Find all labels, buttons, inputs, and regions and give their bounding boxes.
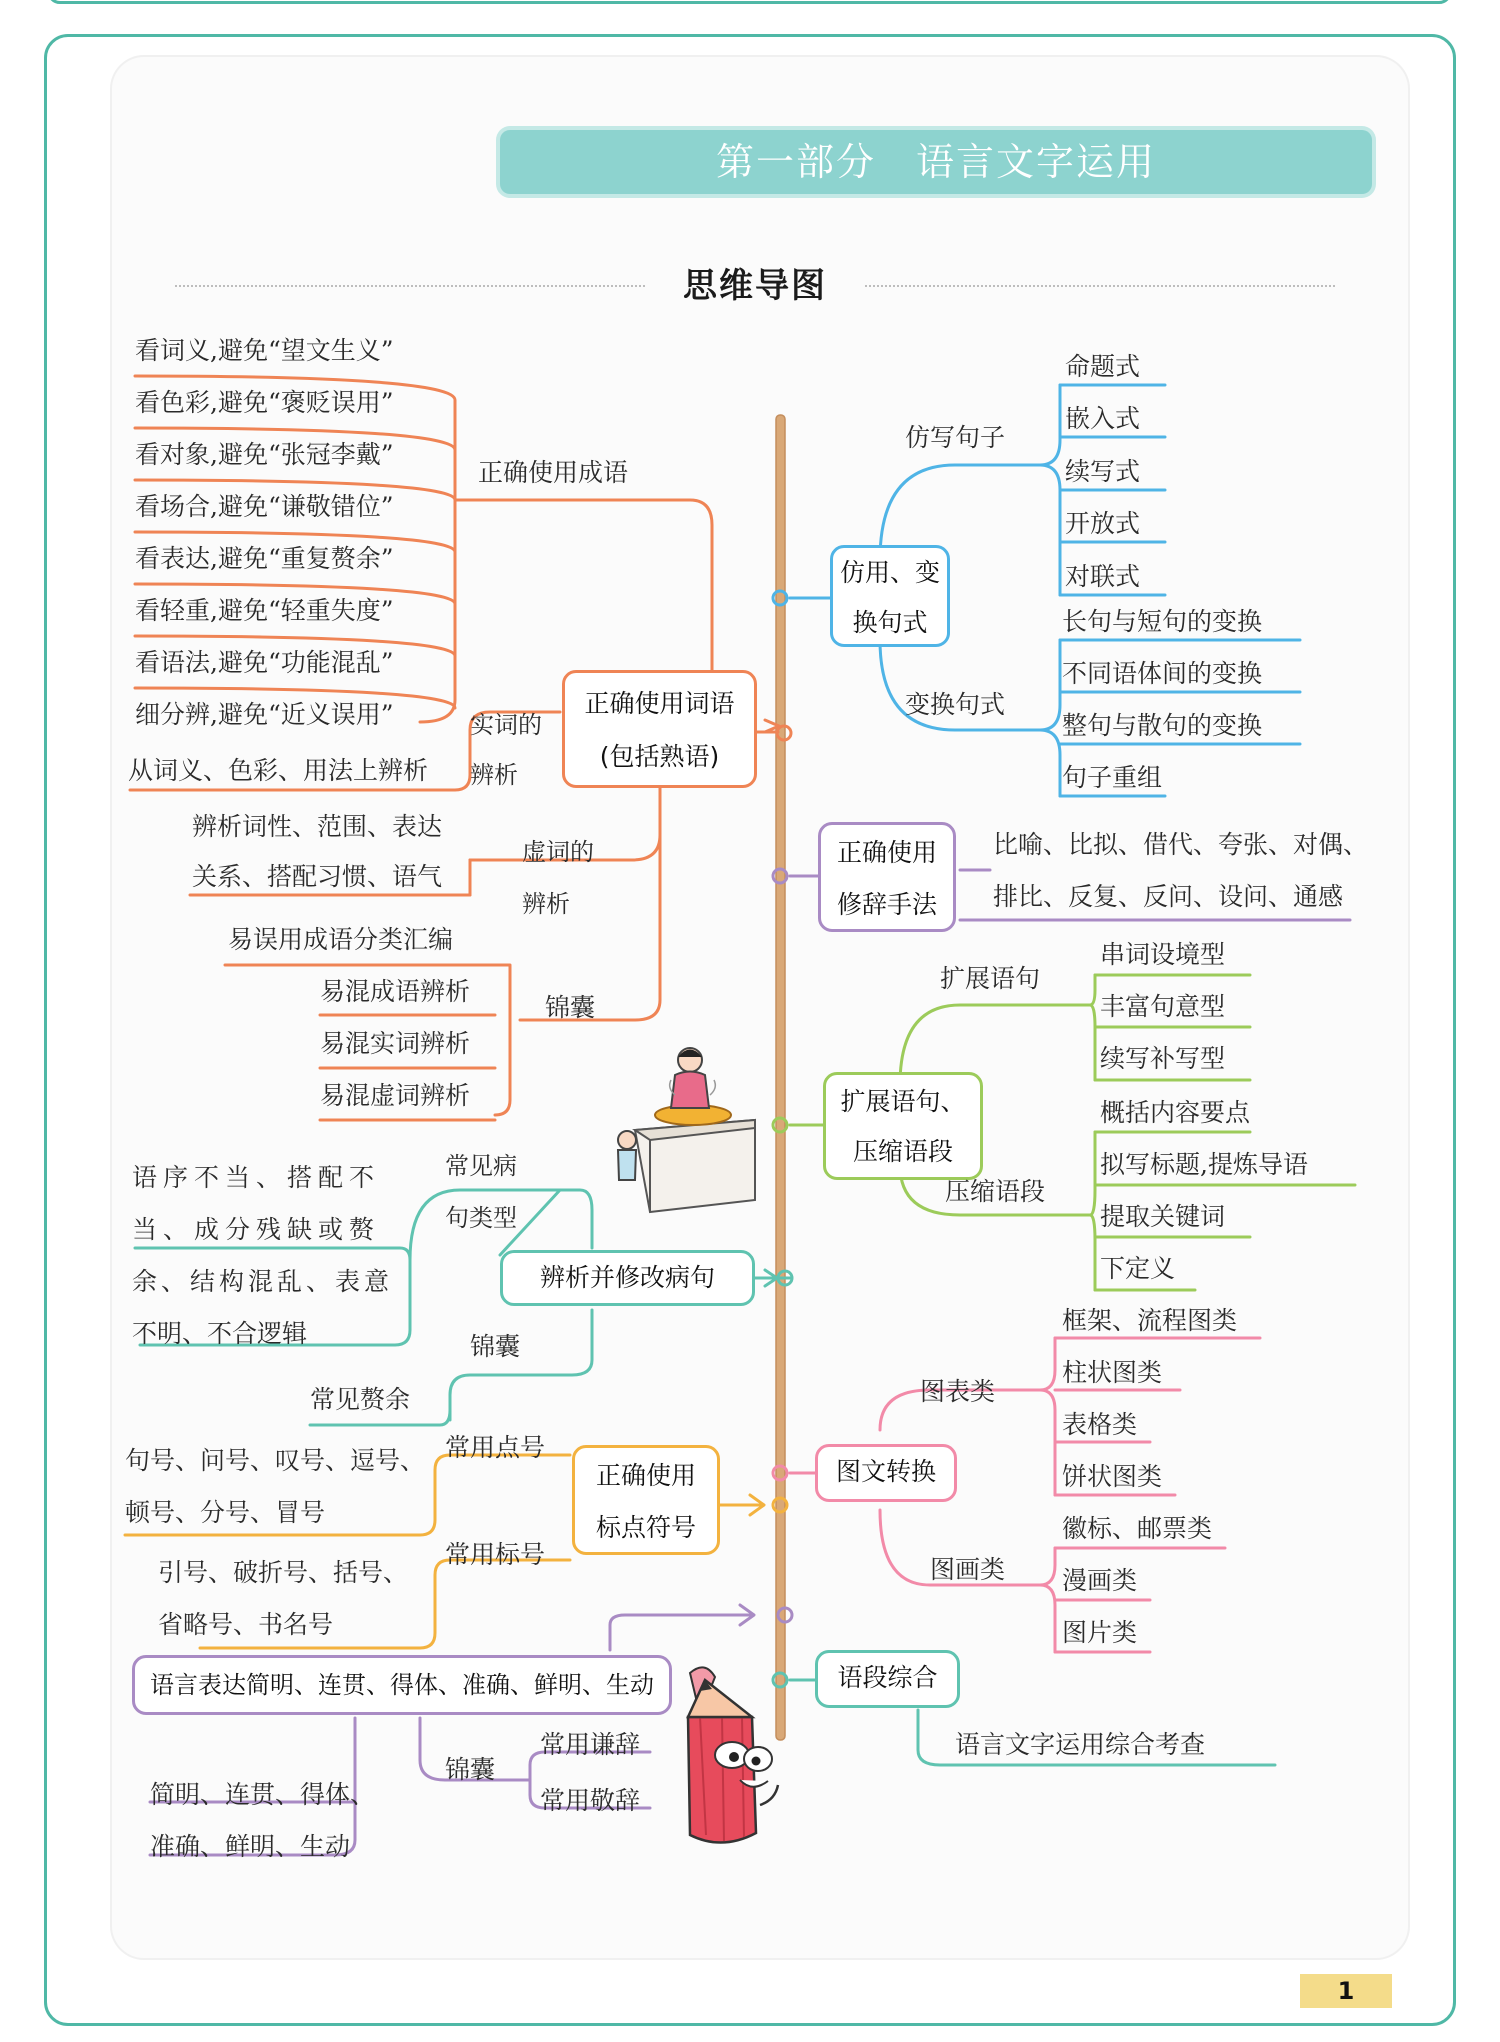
transform-item: 长句与短句的变换: [1062, 607, 1263, 636]
expression-box: 语言表达简明、连贯、得体、准确、鲜明、生动: [132, 1655, 672, 1715]
compress-label: 压缩语段: [945, 1177, 1046, 1206]
picture-type-label: 图画类: [930, 1555, 1006, 1584]
chart-type-label: 图表类: [920, 1377, 996, 1406]
chart-type-item: 表格类: [1062, 1410, 1138, 1439]
compress-item: 拟写标题,提炼导语: [1100, 1150, 1308, 1179]
idiom-item: 看色彩,避免“褒贬误用”: [135, 388, 394, 417]
transform-item: 不同语体间的变换: [1062, 659, 1263, 688]
expand-item: 丰富句意型: [1100, 992, 1226, 1021]
chart-type-item: 框架、流程图类: [1062, 1306, 1238, 1335]
tips-label: 锦囊: [545, 993, 596, 1022]
picture-type-item: 图片类: [1062, 1618, 1138, 1647]
function-word-label: 虚词的 辨析: [522, 838, 594, 918]
compress-item: 概括内容要点: [1100, 1098, 1251, 1127]
sick-tips-item: 常见赘余: [310, 1385, 411, 1414]
imitation-item: 对联式: [1065, 562, 1141, 591]
picture-type-item: 漫画类: [1062, 1566, 1138, 1595]
idiom-item: 看对象,避免“张冠李戴”: [135, 440, 394, 469]
tips-item: 易混成语辨析: [320, 977, 471, 1006]
imitation-label: 仿写句子: [905, 423, 1006, 452]
page-number: 1: [1300, 1974, 1392, 2008]
idiom-item: 看词义,避免“望文生义”: [135, 336, 394, 365]
tips-item: 易混实词辨析: [320, 1029, 471, 1058]
imitation-item: 续写式: [1065, 457, 1141, 486]
idiom-item: 看表达,避免“重复赘余”: [135, 544, 394, 573]
rhetoric-item: 比喻、比拟、借代、夸张、对偶、: [993, 830, 1369, 859]
idiom-item: 看场合,避免“谦敬错位”: [135, 492, 394, 521]
function-word-item: 辨析词性、范围、表达: [192, 812, 443, 841]
idiom-label: 正确使用成语: [478, 458, 629, 487]
tips-item: 易混虚词辨析: [320, 1081, 471, 1110]
sick-tips-label: 锦囊: [470, 1332, 521, 1361]
imitation-item: 命题式: [1065, 352, 1141, 381]
punct-item: 引号、破折号、括号、: [158, 1558, 409, 1587]
correct-word-use-box: 正确使用词语 (包括熟语): [562, 670, 757, 788]
tips-item: 易误用成语分类汇编: [228, 925, 454, 954]
expression-tips-label: 锦囊: [445, 1755, 496, 1784]
expression-item: 简明、连贯、得体、: [150, 1780, 376, 1809]
expand-item: 串词设境型: [1100, 940, 1226, 969]
sick-item: 语序不当、搭配不: [132, 1163, 381, 1192]
picture-type-item: 徽标、邮票类: [1062, 1514, 1213, 1543]
expression-tips-item: 常用敬辞: [540, 1786, 641, 1815]
sick-type-label: 常见病 句类型: [445, 1152, 517, 1232]
notional-word-label: 实词的 辨析: [470, 711, 542, 789]
transform-item: 句子重组: [1062, 763, 1163, 792]
section-title: 第一部分 语言文字运用: [500, 130, 1372, 194]
sick-sentence-box: 辨析并修改病句: [500, 1250, 755, 1306]
graphic-conversion-box: 图文转换: [815, 1444, 957, 1502]
idiom-item: 看语法,避免“功能混乱”: [135, 648, 394, 677]
imitation-item: 嵌入式: [1065, 404, 1141, 433]
punct-item: 省略号、书名号: [158, 1610, 334, 1639]
transform-label: 变换句式: [905, 690, 1006, 719]
expand-label: 扩展语句: [940, 964, 1041, 993]
compress-item: 提取关键词: [1100, 1202, 1226, 1231]
compress-item: 下定义: [1100, 1254, 1176, 1283]
punct-item: 顿号、分号、冒号: [125, 1498, 326, 1527]
idiom-item: 看轻重,避免“轻重失度”: [135, 596, 394, 625]
imitation-item: 开放式: [1065, 509, 1141, 538]
function-word-item: 关系、搭配习惯、语气: [192, 862, 443, 891]
transform-item: 整句与散句的变换: [1062, 711, 1263, 740]
idiom-item: 细分辨,避免“近义误用”: [135, 700, 394, 729]
sick-item: 余、结构混乱、表意: [132, 1267, 394, 1296]
notional-word-item: 从词义、色彩、用法上辨析: [128, 756, 429, 785]
chart-type-item: 柱状图类: [1062, 1358, 1163, 1387]
imitation-box: 仿用、变 换句式: [830, 545, 950, 647]
punctuation-box: 正确使用 标点符号: [572, 1445, 720, 1555]
sick-item: 不明、不合逻辑: [132, 1319, 308, 1348]
pencil-mascot-icon: [660, 1655, 800, 1855]
mindmap-heading: 思维导图: [683, 266, 827, 306]
punct-item: 句号、问号、叹号、逗号、: [125, 1446, 426, 1475]
rhetoric-item: 排比、反复、反问、设问、通感: [993, 882, 1344, 911]
punct-label-1: 常用点号: [445, 1433, 546, 1462]
paragraph-item: 语言文字运用综合考查: [955, 1730, 1206, 1759]
rhetoric-box: 正确使用 修辞手法: [818, 822, 956, 932]
paragraph-box: 语段综合: [815, 1650, 960, 1708]
cooking-figure-icon: [605, 1040, 765, 1215]
expression-item: 准确、鲜明、生动: [150, 1832, 351, 1861]
punct-label-2: 常用标号: [445, 1540, 546, 1569]
expand-item: 续写补写型: [1100, 1044, 1226, 1073]
chart-type-item: 饼状图类: [1062, 1462, 1163, 1491]
expression-tips-item: 常用谦辞: [540, 1730, 641, 1759]
sick-item: 当、成分残缺或赘: [132, 1215, 381, 1244]
expand-compress-box: 扩展语句、 压缩语段: [823, 1072, 983, 1180]
